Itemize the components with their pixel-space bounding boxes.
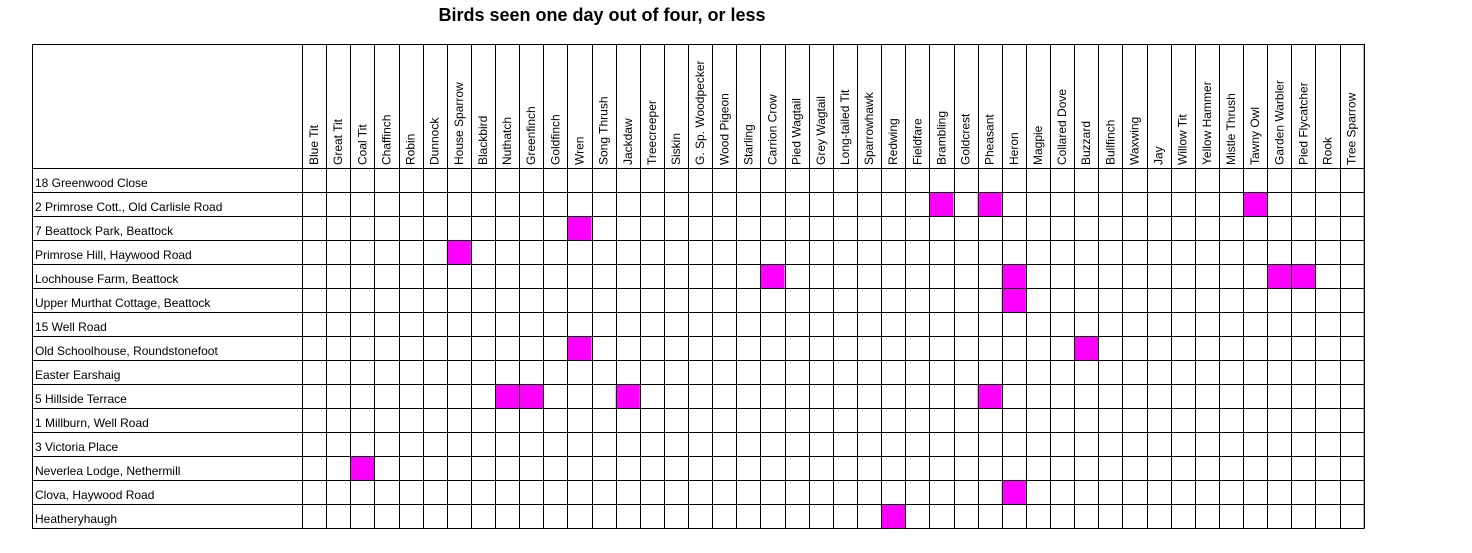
highlighted-cell [978, 192, 1002, 216]
row-label: Old Schoolhouse, Roundstonefoot [35, 344, 218, 358]
column-label: Tree Sparrow [1344, 92, 1359, 165]
column-label: Dunnock [427, 117, 442, 165]
column-label: G. Sp. Woodpecker [693, 60, 708, 165]
row-label: Neverlea Lodge, Nethermill [35, 464, 181, 478]
column-label: Long-tailed Tit [837, 89, 852, 165]
column-label: Garden Warbler [1272, 80, 1287, 165]
highlighted-cell [350, 456, 374, 480]
row-label: Upper Murthat Cottage, Beattock [35, 296, 211, 310]
column-label: Carrion Crow [765, 94, 780, 165]
column-label: Pied Flycatcher [1296, 82, 1311, 165]
row-label: 1 Millburn, Well Road [35, 416, 149, 430]
row-label: 18 Greenwood Close [35, 176, 148, 190]
column-label: Buzzard [1079, 120, 1094, 165]
highlighted-cell [929, 192, 953, 216]
highlighted-cell [1291, 264, 1315, 288]
highlighted-cell [760, 264, 784, 288]
column-label: Jackdaw [620, 118, 635, 165]
column-label: Blue Tit [307, 124, 322, 165]
row-label: 3 Victoria Place [35, 440, 119, 454]
row-label: Easter Earshaig [35, 368, 121, 382]
column-label: Goldfinch [548, 114, 563, 165]
column-label: Bullfinch [1103, 119, 1118, 165]
highlighted-cell [1267, 264, 1291, 288]
row-label: Primrose Hill, Haywood Road [35, 248, 192, 262]
column-label: Treecreeper [644, 100, 659, 165]
column-label: Song Thrush [596, 96, 611, 165]
column-label: Nuthatch [500, 116, 515, 165]
column-label: Great Tit [331, 118, 346, 165]
column-label: Mistle Thrush [1224, 93, 1239, 165]
column-label: Starling [741, 124, 756, 165]
highlighted-cell [978, 384, 1002, 408]
highlighted-cell [1243, 192, 1267, 216]
column-label: Yellow Hammer [1199, 81, 1214, 165]
row-label: Lochhouse Farm, Beattock [35, 272, 179, 286]
column-label: Coal Tit [355, 124, 370, 165]
column-label: Blackbird [475, 115, 490, 165]
column-label: Greenfinch [524, 106, 539, 165]
column-label: Tawny Owl [1248, 106, 1263, 165]
column-label: Grey Wagtail [813, 96, 828, 165]
column-label: Wood Pigeon [717, 93, 732, 165]
column-label: Robin [403, 133, 418, 165]
column-label: Jay [1151, 146, 1166, 165]
column-label: Chaffinch [379, 114, 394, 165]
column-label: Brambling [934, 110, 949, 165]
highlighted-cell [616, 384, 640, 408]
row-label: 7 Beattock Park, Beattock [35, 224, 174, 238]
row-label: Heatheryhaugh [35, 512, 118, 526]
column-label: Siskin [669, 132, 684, 165]
column-label: Sparrowhawk [862, 92, 877, 165]
highlighted-cell [1002, 288, 1026, 312]
highlighted-cell [1002, 480, 1026, 504]
highlighted-cell [567, 216, 591, 240]
column-label: Rook [1320, 136, 1335, 165]
highlighted-cell [1074, 336, 1098, 360]
highlighted-cell [881, 504, 905, 528]
column-label: Wren [572, 136, 587, 165]
highlighted-cell [567, 336, 591, 360]
column-label: Willow Tit [1175, 114, 1190, 165]
column-label: Heron [1006, 132, 1021, 165]
chart-title: Birds seen one day out of four, or less [438, 5, 766, 25]
column-label: Collared Dove [1055, 88, 1070, 165]
row-label: Clova, Haywood Road [35, 488, 155, 502]
highlighted-cell [447, 240, 471, 264]
column-label: Magpie [1030, 125, 1045, 165]
column-label: House Sparrow [451, 82, 466, 165]
column-label: Pheasant [982, 114, 997, 165]
column-label: Redwing [886, 118, 901, 165]
highlighted-cell [519, 384, 543, 408]
column-label: Pied Wagtail [789, 98, 804, 165]
column-label: Fieldfare [910, 118, 925, 165]
row-label: 2 Primrose Cott., Old Carlisle Road [35, 200, 223, 214]
column-label: Goldcrest [958, 113, 973, 165]
highlighted-cell [495, 384, 519, 408]
column-label: Waxwing [1127, 116, 1142, 165]
row-label: 15 Well Road [35, 320, 107, 334]
row-label: 5 Hillside Terrace [35, 392, 127, 406]
highlighted-cell [1002, 264, 1026, 288]
